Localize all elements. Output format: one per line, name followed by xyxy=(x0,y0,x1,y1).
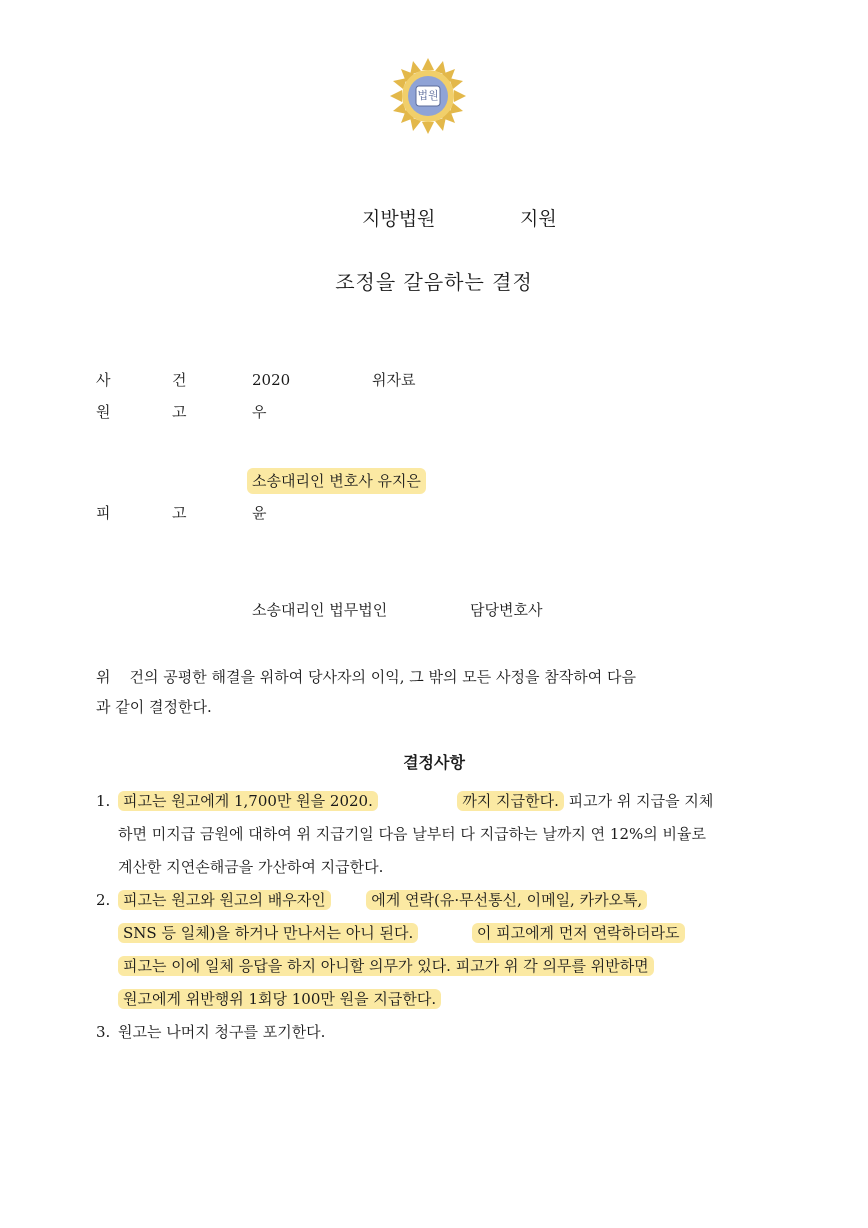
defendant-label-1: 피 xyxy=(96,504,111,522)
item-number: 1. xyxy=(96,792,111,810)
defendant-counsel-firm: 소송대리인 법무법인 xyxy=(252,601,388,619)
item-2-line-3 xyxy=(118,951,654,981)
item-3-line-1: 원고는 나머지 청구를 포기한다. xyxy=(118,1023,326,1041)
item-1-line-1-rest: 피고가 위 지급을 지체 xyxy=(563,792,714,810)
plaintiff-label-2: 고 xyxy=(172,403,187,421)
document-title: 조정을 갈음하는 결정 xyxy=(335,270,533,294)
decision-title: 결정사항 xyxy=(403,753,465,772)
item-2-highlight-2: 에게 연락(유·무선통신, 이메일, 카카오톡, xyxy=(366,890,647,910)
court-name: 지방법원 xyxy=(362,208,436,230)
item-2-line-2 xyxy=(118,918,685,948)
court-branch: 지원 xyxy=(520,208,557,230)
case-label-1: 사 xyxy=(96,371,111,389)
court-emblem-icon xyxy=(388,56,468,136)
item-2-highlight-3: SNS 등 일체)을 하거나 만나서는 아니 된다. xyxy=(118,923,418,943)
defendant-name: 윤 xyxy=(252,504,267,522)
plaintiff-label-1: 원 xyxy=(96,403,111,421)
item-2-highlight-5: 피고는 이에 일체 응답을 하지 아니할 의무가 있다. 피고가 위 각 의무를 위반하면 xyxy=(118,956,654,976)
intro-paragraph xyxy=(96,662,756,722)
emblem-label: 법원 xyxy=(417,89,439,102)
case-name: 위자료 xyxy=(372,371,416,389)
item-2-highlight-6: 원고에게 위반행위 1회당 100만 원을 지급한다. xyxy=(118,989,441,1009)
case-number: 2020 xyxy=(252,371,291,389)
intro-line-1: 위 건의 공평한 해결을 위하여 당사자의 이익, 그 밖의 모든 사정을 참작하여 다음 xyxy=(96,668,636,686)
item-2-line-4 xyxy=(118,984,441,1014)
item-1-line-3: 계산한 지연손해금을 가산하여 지급한다. xyxy=(118,858,384,876)
plaintiff-name: 우 xyxy=(252,403,267,421)
plaintiff-counsel: 소송대리인 변호사 유지은 xyxy=(247,468,426,494)
item-2-highlight-4: 이 피고에게 먼저 연락하더라도 xyxy=(472,923,685,943)
item-1-line-2: 하면 미지급 금원에 대하여 위 지급기일 다음 날부터 다 지급하는 날까지 연 12%의 비율로 xyxy=(118,825,706,843)
item-2-highlight-1: 피고는 원고와 원고의 배우자인 xyxy=(118,890,331,910)
defendant-label-2: 고 xyxy=(172,504,187,522)
item-1-line-1 xyxy=(118,786,713,816)
intro-line-2: 과 같이 결정한다. xyxy=(96,698,212,716)
item-2-line-1 xyxy=(118,885,647,915)
item-1-highlight-1: 피고는 원고에게 1,700만 원을 2020. xyxy=(118,791,378,811)
item-number: 3. xyxy=(96,1023,111,1041)
item-number: 2. xyxy=(96,891,111,909)
item-1-highlight-2: 까지 지급한다. xyxy=(457,791,563,811)
defendant-counsel-attorney: 담당변호사 xyxy=(470,601,543,619)
case-label-2: 건 xyxy=(172,371,187,389)
